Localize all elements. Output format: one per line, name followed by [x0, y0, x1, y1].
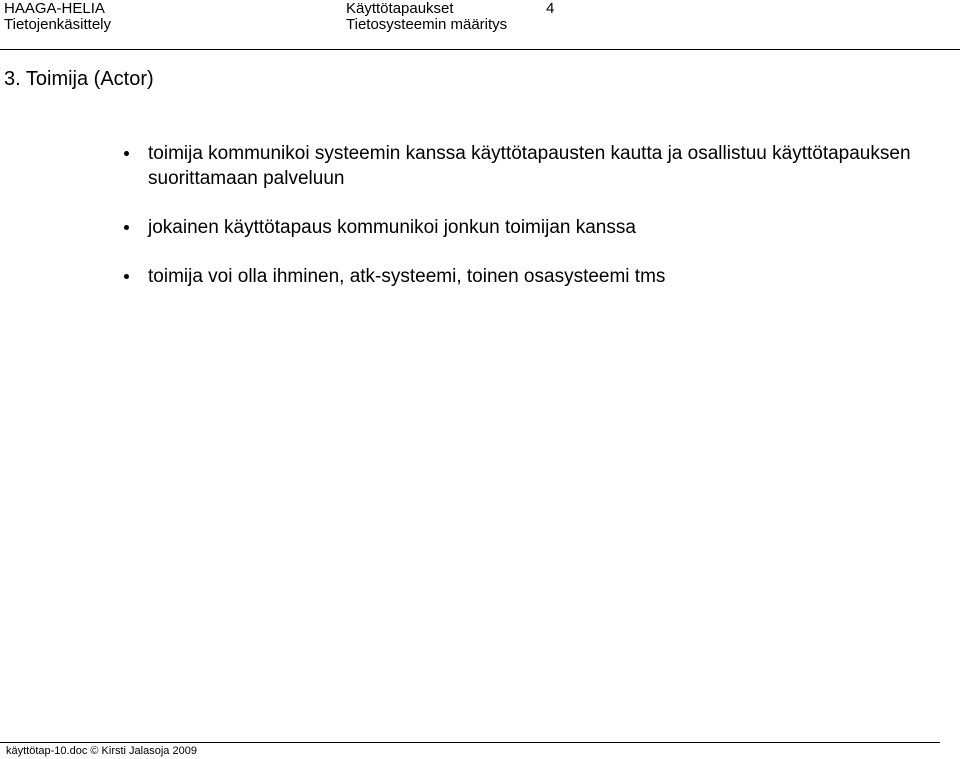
header-page-number: 4: [546, 0, 555, 17]
bullet-text: toimija voi olla ihminen, atk-systeemi, toinen osasysteemi tms: [148, 266, 666, 287]
header-divider: [0, 49, 960, 50]
footer-divider: [0, 742, 940, 743]
bullet-text: toimija kommunikoi systeemin kanssa käyttötapausten kautta ja osallistuu käyttötapauksen suorittamaan palveluun: [148, 143, 911, 189]
section-title: 3. Toimija (Actor): [4, 68, 154, 90]
bullet-text: jokainen käyttötapaus kommunikoi jonkun toimijan kanssa: [148, 217, 636, 238]
bullet-item: [120, 264, 920, 289]
bullet-item: [120, 215, 920, 240]
bullet-dot-icon: [124, 151, 129, 156]
footer-text: käyttötap-10.doc © Kirsti Jalasoja 2009: [6, 745, 197, 757]
bullet-dot-icon: [124, 225, 129, 230]
bullet-item: [120, 141, 920, 191]
bullet-list: [120, 141, 920, 313]
header-document-title: Käyttötapaukset: [346, 0, 454, 17]
header-document-subtitle: Tietosysteemin määritys: [346, 16, 508, 33]
header-department: Tietojenkäsittely: [4, 16, 111, 33]
bullet-dot-icon: [124, 274, 129, 279]
header-organization: HAAGA-HELIA: [4, 0, 105, 17]
